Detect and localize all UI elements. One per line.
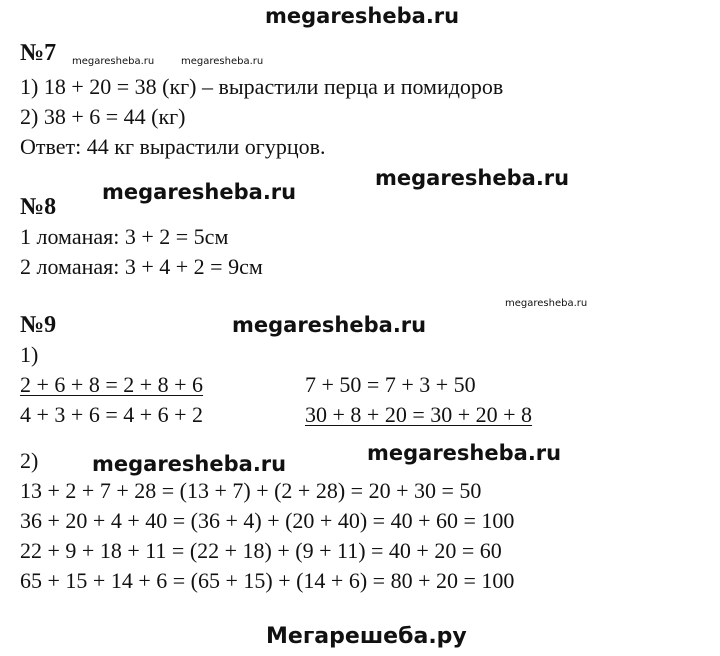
task7-number: №7	[20, 40, 57, 66]
task9-part1-right-1: 7 + 50 = 7 + 3 + 50	[305, 372, 476, 397]
task9-part1-left-1: 2 + 6 + 8 = 2 + 8 + 6	[20, 372, 204, 397]
task9-part2-label: 2)	[20, 448, 39, 473]
watermark-mid-right: megaresheba.ru	[375, 166, 570, 190]
task7-line-2: 2) 38 + 6 = 44 (кг)	[20, 104, 186, 129]
task9-part1-label: 1)	[20, 342, 39, 367]
task8-line-1: 1 ломаная: 3 + 2 = 5см	[20, 224, 229, 249]
watermark-task9: megaresheba.ru	[232, 313, 427, 337]
task9-part2-line-3: 22 + 9 + 18 + 11 = (22 + 18) + (9 + 11) = 40 + 20 = 60	[20, 538, 502, 563]
watermark-small: megaresheba.ru	[505, 298, 588, 309]
watermark-top: megaresheba.ru	[265, 4, 460, 28]
task9-part2-line-2: 36 + 20 + 4 + 40 = (36 + 4) + (20 + 40) = 40 + 60 = 100	[20, 508, 515, 533]
task7-line-1: 1) 18 + 20 = 38 (кг) – вырастили перца и помидоров	[20, 74, 504, 99]
task8-number: №8	[20, 194, 57, 220]
task9-part2-line-1: 13 + 2 + 7 + 28 = (13 + 7) + (2 + 28) = 20 + 30 = 50	[20, 478, 482, 503]
task9-part1-left-2: 4 + 3 + 6 = 4 + 6 + 2	[20, 402, 204, 427]
task9-part2-line-4: 65 + 15 + 14 + 6 = (65 + 15) + (14 + 6) = 80 + 20 = 100	[20, 568, 515, 593]
watermark-mid-left: megaresheba.ru	[102, 180, 297, 204]
watermark-part2-left: megaresheba.ru	[92, 452, 287, 476]
task9-number: №9	[20, 312, 57, 338]
watermark-small: megaresheba.ru	[72, 56, 155, 67]
watermark-part2-right: megaresheba.ru	[367, 441, 562, 465]
task7-answer: Ответ: 44 кг вырастили огурцов.	[20, 134, 326, 159]
task8-line-2: 2 ломаная: 3 + 4 + 2 = 9см	[20, 254, 263, 279]
task9-part1-right-2: 30 + 8 + 20 = 30 + 20 + 8	[305, 402, 533, 427]
watermark-small: megaresheba.ru	[181, 56, 264, 67]
footer-site-name: Мегарешеба.ру	[266, 624, 467, 649]
